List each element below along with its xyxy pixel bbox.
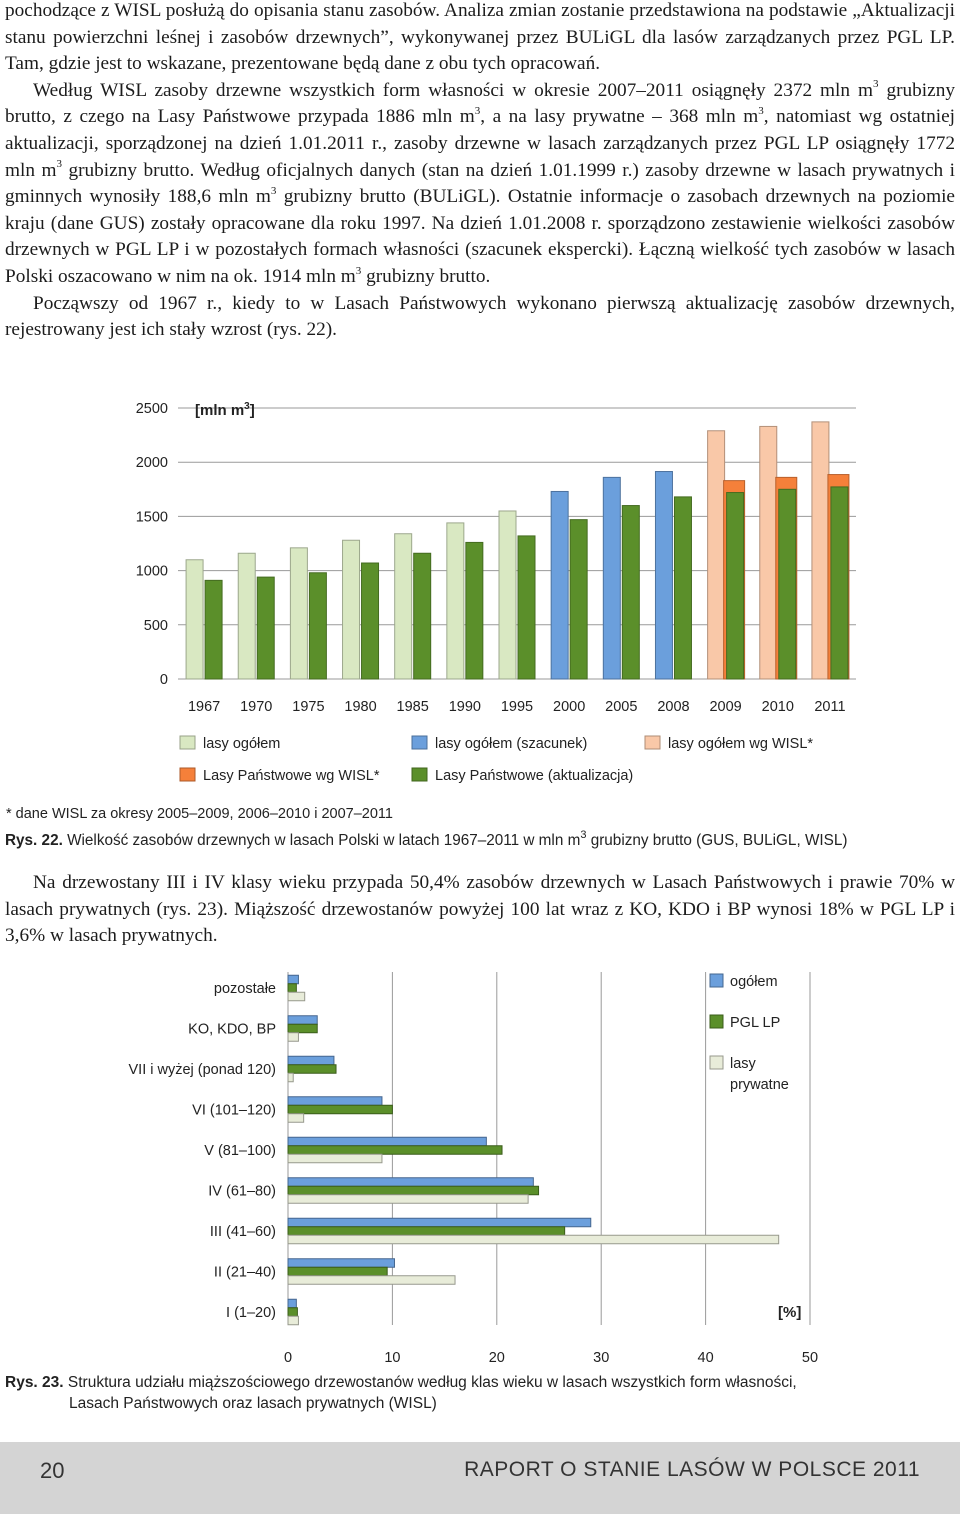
chart1-x-tick-label: 1990 — [448, 699, 481, 715]
chart2-category-label: I (1–20) — [226, 1305, 276, 1321]
chart2-bar — [288, 1146, 502, 1155]
chart1-bar — [812, 422, 829, 679]
chart2-bar — [288, 1105, 392, 1114]
chart1-bar — [831, 487, 848, 679]
chart1-legend — [180, 736, 813, 784]
paragraph-3: Począwszy od 1967 r., kiedy to w Lasach Państwowych wykonano pierwszą aktualizację zasobów drzewnych, rejestrowany jest ich stały wzrost (rys. 22). — [5, 292, 955, 341]
chart2-bar — [288, 1276, 455, 1285]
chart1-y-tick-label: 2500 — [135, 401, 168, 417]
chart2-bar — [288, 1056, 334, 1065]
chart2-legend-label: ogółem — [730, 974, 778, 990]
chart2-bar — [288, 1033, 298, 1042]
chart2-bar — [288, 975, 298, 984]
chart1-bar — [603, 477, 620, 679]
paragraph-4: Na drzewostany III i IV klasy wieku przypada 50,4% zasobów drzewnych w Lasach Państwowych i prawie 70% w lasach prywatnych (rys. 23). Miąższość drzewostanów powyżej 100 lat wraz z KO, KDO i BP wynosi 18% w PGL LP i 3,6% w lasach prywatnych. — [5, 872, 955, 947]
chart2-legend — [710, 974, 789, 1093]
chart1-legend-swatch — [412, 736, 427, 749]
chart2-bar — [288, 984, 296, 993]
page-footer — [0, 1442, 960, 1514]
chart1-legend-swatch — [412, 768, 427, 781]
chart1-footnote: * dane WISL za okresy 2005–2009, 2006–2010 i 2007–2011 — [6, 806, 393, 822]
chart1-bar — [622, 506, 639, 679]
chart1-bar — [257, 577, 274, 679]
chart2-unit-label: [%] — [778, 1304, 802, 1321]
chart1-bars — [186, 422, 849, 679]
chart1-x-tick-label: 2011 — [814, 699, 846, 715]
chart1-y-tick-label: 1500 — [135, 509, 168, 526]
chart2-bar — [288, 1065, 336, 1074]
chart2-bar — [288, 1178, 533, 1187]
chart1-x-tick-label: 2005 — [605, 699, 638, 715]
chart2-bar — [288, 1195, 528, 1204]
chart1-bar — [290, 548, 307, 679]
chart1-legend-label: Lasy Państwowe (aktualizacja) — [435, 768, 634, 784]
chart1-legend-label: lasy ogółem wg WISL* — [668, 736, 814, 752]
chart2-category-label: V (81–100) — [204, 1143, 276, 1159]
publication-title: RAPORT O STANIE LASÓW W POLSCE 2011 — [464, 1458, 920, 1481]
chart1-x-tick-label: 1995 — [500, 699, 534, 715]
chart1-grid — [178, 408, 856, 679]
chart2-x-tick-label: 30 — [593, 1350, 610, 1366]
chart1-bar — [205, 580, 222, 679]
chart2-category-label: pozostałe — [213, 981, 276, 997]
paragraph-2: Według WISL zasoby drzewne wszystkich form własności w okresie 2007–2011 osiągnęły 2372 mln $m^3$ grubizny brutto, z czego na Lasy Państwowe przypada 1886 mln $m^3$, a na lasy prywatne – 368 mln $m^3$, natomiast wg ostatniej aktualizacji, sporządzonej na dzień 1.01.2011 r., zasoby drzewne w lasach zarządzanych przez PGL LP osiągnęły 1772 mln $m^3$ grubizny brutto. Według oficjalnych danych (stan na dzień 1.01.1999 r.) zasoby drzewne w lasach prywatnych i gminnych wynosiły 188,6 mln $m^3$ grubizny brutto (BULiGL). Ostatnie informacje o zasobach drzewnych na poziomie kraju (dane GUS) zostały opracowane dla roku 1997. Na dzień 1.01.2008 r. sporządzono zestawienie wielkości zasobów drzewnych w PGL LP i w pozostałych formach własności (szacunek ekspercki). Łączną wielkość tych zasobów w lasach Polski oszacowano w nim na ok. 1914 mln $m^3$ grubizny brutto. — [5, 78, 956, 287]
chart2-bar — [288, 1299, 296, 1308]
chart1-x-tick-label: 1975 — [292, 699, 325, 715]
chart1-bar — [518, 536, 535, 679]
chart2-x-tick-label: 40 — [697, 1350, 714, 1366]
chart1-x-tick-label: 2008 — [657, 699, 690, 715]
chart2-bar — [288, 1235, 779, 1244]
chart2-bar — [288, 1114, 304, 1123]
chart1-x-tick-label: 2000 — [553, 699, 586, 715]
chart2-x-ticks — [284, 1350, 818, 1366]
chart2-legend-swatch — [710, 974, 723, 987]
chart1-y-tick-label: 0 — [159, 672, 168, 688]
chart2-bar — [288, 1024, 317, 1033]
chart1-unit-label: [mln $m^3$] — [195, 401, 255, 419]
chart1-y-tick-label: 2000 — [135, 455, 168, 472]
chart1-x-tick-label: 2009 — [709, 699, 742, 715]
chart1-x-tick-label: 1980 — [344, 699, 377, 715]
paragraph-1: pochodzące z WISL posłużą do opisania stanu zasobów. Analiza zmian zostanie przedstawiona na podstawie „Aktualizacji stanu powierzchni leśnej i zasobów drzewnych”, wykonywanej przez BULiGL dla lasów zarządzanych przez PGL LP. Tam, gdzie jest to wskazane, prezentowane będą dane z obu tych opracowań. — [5, 0, 955, 75]
chart1-bar — [760, 426, 777, 679]
chart2-legend-swatch — [710, 1015, 723, 1028]
chart1-bar — [186, 560, 203, 679]
chart1-bar — [655, 472, 672, 679]
chart2-x-tick-label: 10 — [384, 1350, 401, 1366]
chart2-bar — [288, 992, 305, 1001]
chart2-bar — [288, 1137, 486, 1146]
chart1-x-ticks — [188, 699, 846, 715]
chart1-bar — [414, 553, 431, 679]
chart1-y-ticks — [136, 401, 168, 688]
chart1-bar — [708, 431, 725, 679]
chart1-bar — [727, 493, 744, 679]
chart2-category-label: VII i wyżej (ponad 120) — [128, 1062, 276, 1078]
chart2-bar — [288, 1308, 297, 1317]
chart1-legend-swatch — [180, 768, 195, 781]
chart2-bar — [288, 1186, 539, 1195]
chart1-bar — [238, 553, 255, 679]
chart1-x-tick-label: 1967 — [187, 699, 221, 715]
intro-text-block — [5, 0, 955, 344]
chart2-bar — [288, 1016, 317, 1025]
chart1-x-tick-label: 1970 — [240, 699, 273, 715]
chart1-legend-label: Lasy Państwowe wg WISL* — [203, 768, 380, 784]
chart1-legend-label: lasy ogółem (szacunek) — [435, 736, 588, 752]
chart2-category-label: III (41–60) — [209, 1224, 276, 1240]
chart1-bar — [447, 523, 464, 679]
chart1-bar — [309, 573, 326, 679]
chart2-bar — [288, 1316, 298, 1325]
chart1-bar — [674, 497, 691, 679]
chart2-bars — [288, 975, 779, 1325]
chart2-bar — [288, 1154, 382, 1163]
chart1-bar — [466, 542, 483, 679]
chart2-legend-swatch — [710, 1056, 723, 1069]
chart2-category-label: VI (101–120) — [192, 1102, 276, 1119]
figure-22-caption: Rys. 22. Wielkość zasobów drzewnych w lasach Polski w latach 1967–2011 w mln $m^3$ grubizny brutto (GUS, BULiGL, WISL) — [5, 828, 848, 849]
chart2-bar — [288, 1267, 387, 1276]
chart1-legend-swatch — [645, 736, 660, 749]
chart2-x-tick-label: 0 — [283, 1350, 293, 1366]
chart1-bar — [343, 540, 360, 679]
chart1-legend-label: lasy ogółem — [203, 736, 281, 752]
chart2-bar — [288, 1073, 293, 1082]
chart1-bar — [362, 563, 379, 679]
figure-23-caption: Rys. 23. Struktura udziału miąższościowego drzewostanów według klas wieku w lasach wszystkich form własności, Lasach Państwowych oraz lasach prywatnych (WISL) — [5, 1374, 797, 1412]
chart1-bar — [779, 489, 796, 679]
chart2-category-label: KO, KDO, BP — [188, 1021, 276, 1038]
chart1-y-tick-label: 1000 — [135, 563, 168, 580]
chart2-bar — [288, 1218, 591, 1227]
chart2-legend-label: lasy prywatne — [730, 1056, 789, 1093]
chart2-bar — [288, 1259, 394, 1268]
page-number: 20 — [40, 1458, 65, 1483]
chart1-x-tick-label: 2010 — [761, 699, 794, 715]
chart-age-class-structure — [0, 970, 960, 1370]
chart2-legend-label: PGL LP — [730, 1015, 781, 1031]
middle-text-block — [5, 870, 955, 950]
chart1-y-tick-label: 500 — [143, 617, 168, 634]
chart1-legend-swatch — [180, 736, 195, 749]
chart2-category-labels — [129, 981, 277, 1321]
chart2-x-tick-label: 50 — [801, 1350, 819, 1366]
chart2-category-label: IV (61–80) — [208, 1183, 276, 1200]
chart-timber-resources — [0, 396, 960, 826]
chart2-bar — [288, 1097, 382, 1106]
chart1-x-tick-label: 1985 — [396, 699, 429, 715]
chart1-bar — [570, 520, 587, 679]
chart1-bar — [395, 534, 412, 679]
chart2-category-label: II (21–40) — [213, 1264, 276, 1281]
chart1-bar — [499, 511, 516, 679]
chart1-bar — [551, 491, 568, 679]
chart2-x-tick-label: 20 — [488, 1350, 505, 1366]
chart2-bar — [288, 1227, 565, 1236]
